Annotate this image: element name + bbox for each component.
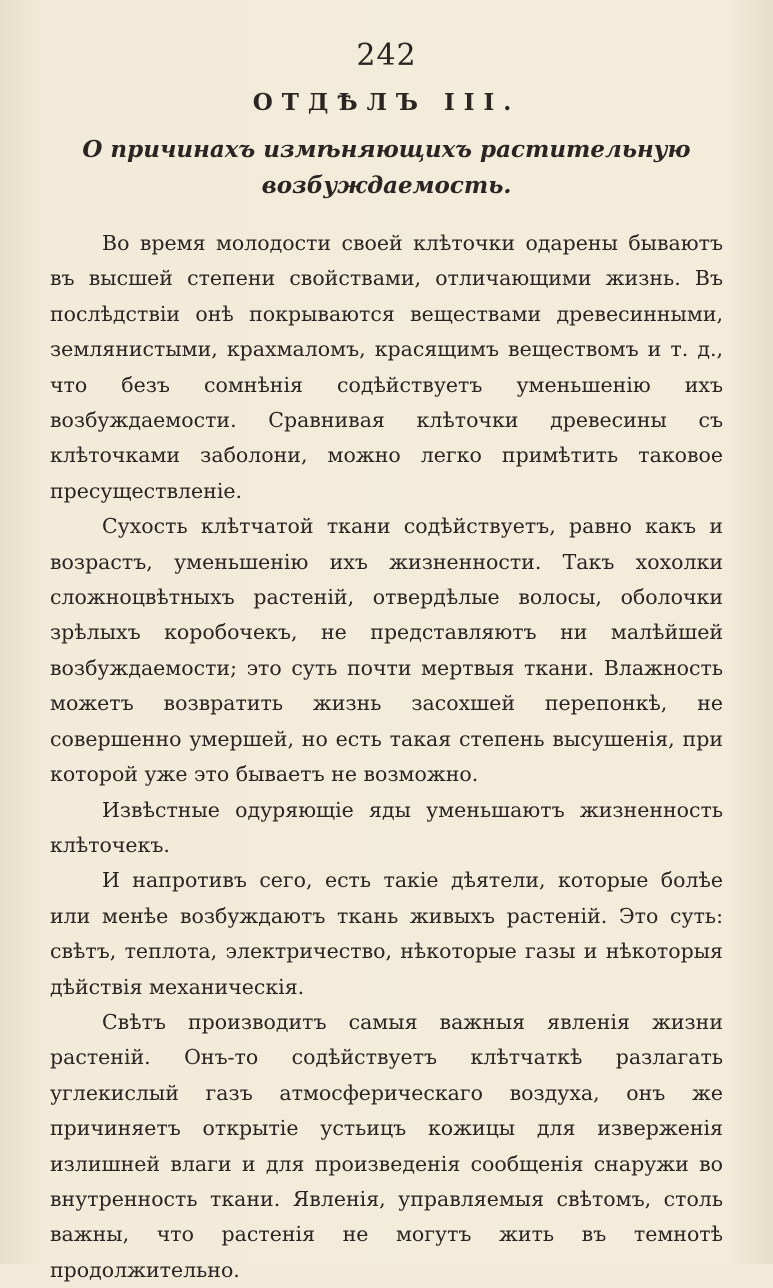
page-number: 242 — [356, 38, 417, 73]
paragraph-4: И напротивъ сего, есть такіе дѣятели, которые болѣе или менѣе возбуждаютъ ткань живыхъ растеній. Это суть: свѣтъ, теплота, электричество, нѣкоторые газы и нѣкоторыя дѣйствія механическія. — [50, 868, 723, 999]
paragraph-1: Во время молодости своей клѣточки одарены бываютъ въ высшей степени свойствами, отличающими жизнь. Въ послѣдствіи онѣ покрываются веществами древесинными, землянистыми, крахмаломъ, красящимъ веществомъ и т. д., что безъ сомнѣнія содѣйствуетъ уменьшенію ихъ возбуждаемости. Сравнивая клѣточки древесины съ клѣточками заболони, можно легко примѣтить таковое пресуществленіе. — [50, 231, 723, 503]
chapter-title: О причинахъ измѣняющихъ растительную возбуждаемость. — [82, 136, 691, 199]
paragraph-5: Свѣтъ производитъ самыя важныя явленія жизни растеній. Онъ-то содѣйствуетъ клѣтчаткѣ разлагать углекислый газъ атмосферическаго воздуха, онъ же причиняетъ открытіе устьицъ кожицы для изверженія излишней влаги и для произведенія сообщенія снаружи во внутренность ткани. Явленія, управляемыя свѣтомъ, столь важны, что растенія не могутъ жить въ темнотѣ продолжительно. — [50, 1009, 723, 1282]
paragraph-3: Извѣстные одуряющіе яды уменьшаютъ жизненность клѣточекъ. — [50, 797, 723, 857]
paragraph-2: Сухость клѣтчатой ткани содѣйствуетъ, равно какъ и возрастъ, уменьшенію ихъ жизненности. Такъ хохолки сложноцвѣтныхъ растеній, отвердѣлые волосы, оболочки зрѣлыхъ коробочекъ, не представляютъ ни малѣйшей возбуждаемости; это суть почти мертвыя ткани. Влажность можетъ возвратить жизнь засохшей перепонкѣ, не совершенно умершей, но есть такая степень высушенія, при которой уже это бываетъ не возможно. — [50, 514, 723, 787]
section-heading: ОТДѢЛЪ III. — [252, 89, 521, 116]
